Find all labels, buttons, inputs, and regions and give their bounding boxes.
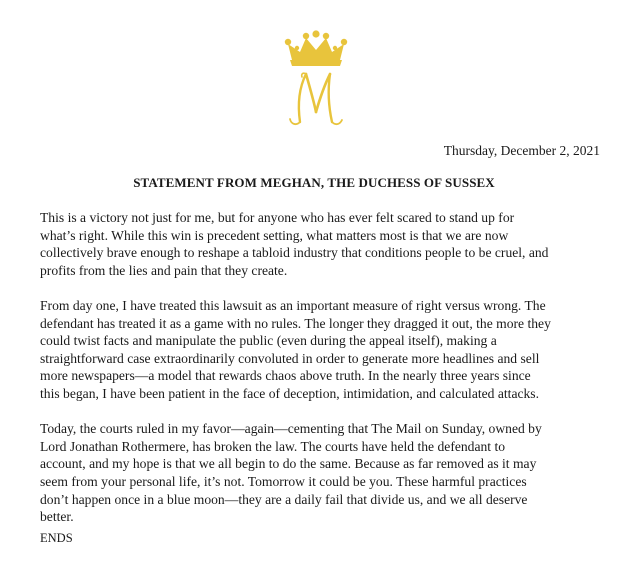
text-line: Today, the courts ruled in my favor—again—cementing that The Mail on Sunday, owned by	[40, 421, 542, 437]
text-line: From day one, I have treated this lawsuit as an important measure of right versus wrong. The	[40, 297, 546, 313]
paragraph-1	[40, 209, 612, 279]
text-line: this began, I have been patient in the face of deception, intimidation, and calculated attacks.	[40, 385, 539, 401]
paragraph-3	[40, 420, 612, 526]
text-line: don’t happen once in a blue moon—they are a daily fail that divide us, and we all deserve	[40, 491, 528, 507]
text-line: profits from the lies and pain that they create.	[40, 262, 288, 278]
text-line: account, and my hope is that we all begin to do the same. Because as far removed as it may	[40, 456, 537, 472]
text-line: This is a victory not just for me, but for anyone who has ever felt scared to stand up for	[40, 210, 515, 225]
statement-body	[40, 209, 612, 543]
statement-date: Thursday, December 2, 2021	[443, 143, 600, 158]
text-line: collectively brave enough to reshape a tabloid industry that conditions people to be cruel, and	[40, 245, 549, 261]
text-line: seem from your personal life, it’s not. Tomorrow it could be you. These harmful practices	[40, 473, 527, 489]
statement-heading: STATEMENT FROM MEGHAN, THE DUCHESS OF SUSSEX	[133, 175, 495, 190]
text-line: Lord Jonathan Rothermere, has broken the law. The courts have held the defendant to	[40, 438, 506, 454]
text-line: better.	[40, 509, 74, 525]
text-line: what’s right. While this win is precedent setting, what matters most is that we are now	[40, 227, 509, 243]
paragraph-2	[40, 297, 612, 403]
text-line: could twist facts and manipulate the public (even during the appeal itself), making a	[40, 333, 497, 349]
text-line: defendant has treated it as a game with no rules. The longer they dragged it out, the more they	[40, 315, 551, 331]
crown-m-monogram-icon	[276, 30, 356, 130]
ends-marker: ENDS	[40, 531, 73, 545]
text-line: more newspapers—a model that rewards chaos above truth. In the nearly three years since	[40, 368, 531, 384]
text-line: straightforward case extraordinarily convoluted in order to generate more headlines and sell	[40, 350, 540, 366]
